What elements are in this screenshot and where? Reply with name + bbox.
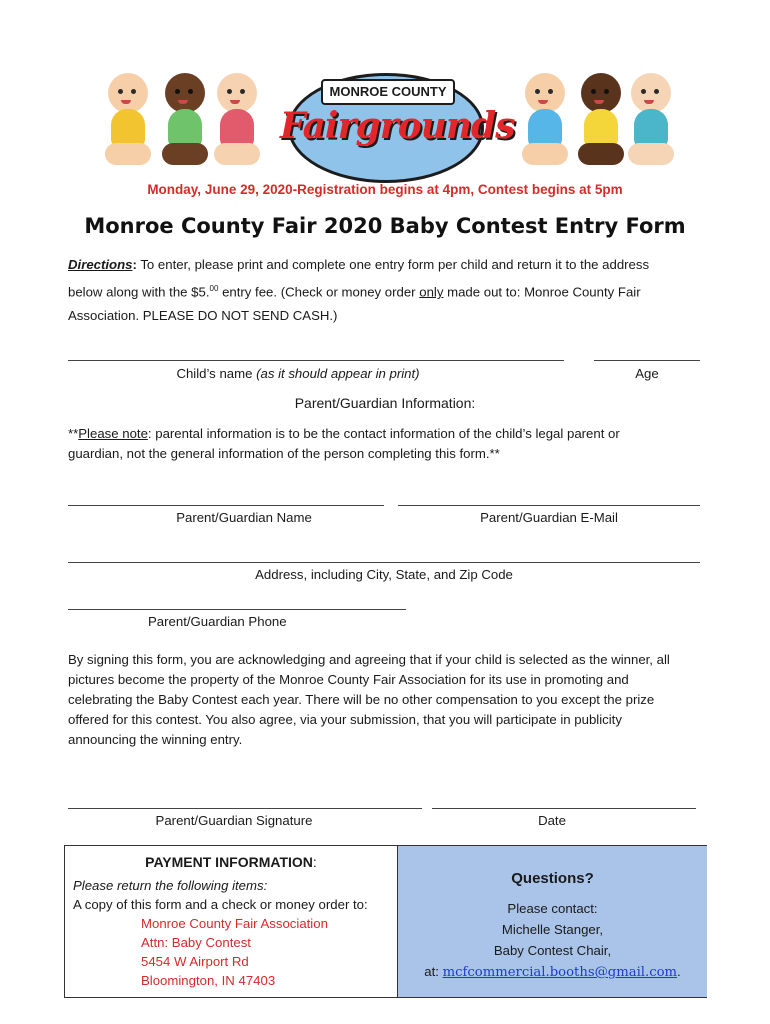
directions-text: entry fee. (Check or money order	[218, 284, 420, 300]
consent-line: offered for this contest. You also agree, via your submission, that you will participate in publicity	[68, 712, 622, 727]
mailing-address-line: 5454 W Airport Rd	[141, 954, 249, 969]
header-banner	[0, 55, 770, 175]
contact-line: Michelle Stanger,	[501, 922, 604, 937]
date-line[interactable]	[432, 808, 696, 809]
baby-illustration	[105, 73, 151, 169]
payment-title-text: PAYMENT INFORMATION	[145, 854, 313, 870]
event-date-line: Monday, June 29, 2020-Registration begins at 4pm, Contest begins at 5pm	[147, 182, 623, 197]
child-name-label	[68, 366, 528, 381]
contact-email-line	[398, 964, 707, 980]
only-emphasis: only	[419, 284, 444, 300]
child-name-line[interactable]	[68, 360, 564, 361]
parent-email-line[interactable]	[398, 505, 700, 506]
logo-main-text: Fairgrounds	[280, 105, 515, 147]
child-name-label-text: Child’s name	[176, 366, 257, 381]
parent-name-line[interactable]	[68, 505, 384, 506]
mailing-address-line: Bloomington, IN 47403	[141, 973, 276, 988]
address-label: Address, including City, State, and Zip Code	[255, 567, 513, 582]
contact-period: .	[677, 964, 681, 979]
phone-label: Parent/Guardian Phone	[148, 614, 287, 629]
contact-line: Please contact:	[507, 901, 598, 916]
payment-box	[65, 846, 397, 997]
questions-title: Questions?	[511, 870, 594, 887]
consent-line: celebrating the Baby Contest each year. There will be no other compensation to you except the prize	[68, 692, 655, 707]
note	[68, 424, 708, 464]
directions-text: Association. PLEASE DO NOT SEND CASH.)	[68, 308, 338, 324]
payment-instruction: A copy of this form and a check or money order to:	[73, 897, 368, 912]
age-label: Age	[635, 366, 659, 381]
directions-text: made out to: Monroe County Fair	[443, 284, 641, 300]
note-prefix: **	[68, 426, 79, 441]
baby-illustration	[628, 73, 674, 169]
address-line[interactable]	[68, 562, 700, 563]
consent-line: pictures become the property of the Monroe County Fair Association for its use in promoting and	[68, 672, 629, 687]
phone-line[interactable]	[68, 609, 406, 610]
contact-email-link[interactable]: mcfcommercial.booths@gmail.com	[442, 965, 678, 980]
payment-instruction: Please return the following items:	[73, 878, 268, 893]
info-boxes	[64, 845, 707, 998]
logo-top-text: MONROE COUNTY	[321, 79, 455, 105]
consent-paragraph	[68, 650, 718, 750]
note-text: : parental information is to be the contact information of the child’s legal parent or	[147, 426, 620, 441]
parent-email-label: Parent/Guardian E-Mail	[480, 510, 618, 525]
directions-text: To enter, please print and complete one entry form per child and return it to the address	[136, 257, 650, 272]
child-name-hint: (as it should appear in print)	[256, 366, 420, 381]
baby-illustration	[578, 73, 624, 169]
mailing-address-line: Monroe County Fair Association	[141, 916, 328, 931]
note-label: Please note	[78, 426, 148, 441]
date-label: Date	[538, 813, 566, 828]
signature-label: Parent/Guardian Signature	[155, 813, 313, 828]
directions-text: below along with the $5.	[68, 284, 210, 300]
note-text: guardian, not the general information of the person completing this form.**	[68, 446, 500, 461]
contact-at: at:	[424, 964, 443, 979]
age-line[interactable]	[594, 360, 700, 361]
parent-name-label: Parent/Guardian Name	[176, 510, 312, 525]
contact-line: Baby Contest Chair,	[493, 943, 612, 958]
fee-cents: 00	[209, 284, 219, 293]
directions: Directions: To enter, please print and complete one entry form per child and return it to the address below along with the $5.00 entry fee. (Check or money order only made out to: Monroe County Fair Association. PLEASE DO NOT SEND CASH.)	[68, 253, 708, 328]
consent-line: announcing the winning entry.	[68, 732, 243, 747]
questions-box	[397, 846, 707, 997]
payment-title	[65, 854, 397, 870]
baby-illustration	[214, 73, 260, 169]
directions-label: Directions	[68, 257, 133, 272]
page-title: Monroe County Fair 2020 Baby Contest Entry Form	[84, 214, 686, 238]
baby-illustration	[522, 73, 568, 169]
consent-line: By signing this form, you are acknowledging and agreeing that if your child is selected as the winner, all	[68, 652, 670, 667]
mailing-address-line: Attn: Baby Contest	[141, 935, 251, 950]
parent-section-title: Parent/Guardian Information:	[294, 395, 476, 411]
baby-illustration	[162, 73, 208, 169]
signature-line[interactable]	[68, 808, 422, 809]
payment-title-colon: :	[312, 854, 317, 870]
